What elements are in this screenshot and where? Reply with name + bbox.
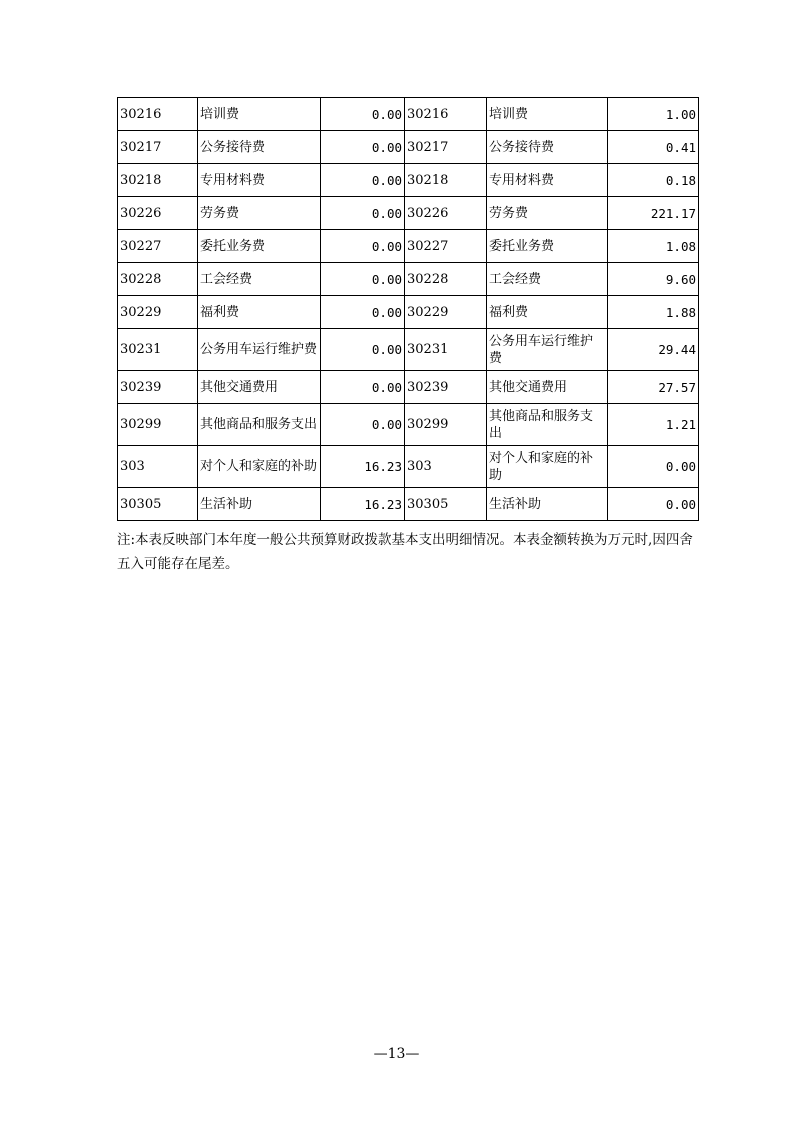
table-row (118, 488, 699, 521)
left-code-cell: 30305 (118, 488, 198, 521)
right-value-cell: 1.08 (608, 230, 699, 263)
left-value-cell: 0.00 (321, 98, 405, 131)
left-value-cell: 0.00 (321, 404, 405, 446)
left-code-cell: 30216 (118, 98, 198, 131)
left-name-cell: 公务接待费 (198, 131, 321, 164)
left-name-cell: 专用材料费 (198, 164, 321, 197)
right-value-cell: 0.00 (608, 446, 699, 488)
right-name-cell: 公务用车运行维护费 (487, 329, 608, 371)
right-name-cell: 福利费 (487, 296, 608, 329)
right-code-cell: 30228 (405, 263, 487, 296)
right-value-cell: 0.41 (608, 131, 699, 164)
right-value-cell: 1.88 (608, 296, 699, 329)
table-row (118, 98, 699, 131)
right-name-cell: 公务接待费 (487, 131, 608, 164)
left-name-cell: 工会经费 (198, 263, 321, 296)
right-name-cell: 生活补助 (487, 488, 608, 521)
right-value-cell: 29.44 (608, 329, 699, 371)
left-name-cell: 劳务费 (198, 197, 321, 230)
left-code-cell: 30239 (118, 371, 198, 404)
left-value-cell: 0.00 (321, 131, 405, 164)
table-body (118, 98, 699, 521)
left-name-cell: 福利费 (198, 296, 321, 329)
right-name-cell: 工会经费 (487, 263, 608, 296)
left-code-cell: 30231 (118, 329, 198, 371)
right-name-cell: 委托业务费 (487, 230, 608, 263)
left-name-cell: 委托业务费 (198, 230, 321, 263)
table-row (118, 296, 699, 329)
left-code-cell: 30218 (118, 164, 198, 197)
right-name-cell: 其他交通费用 (487, 371, 608, 404)
table-note: 注:本表反映部门本年度一般公共预算财政拨款基本支出明细情况。本表金额转换为万元时,因四舍五入可能存在尾差。 (117, 532, 693, 572)
left-value-cell: 0.00 (321, 296, 405, 329)
right-code-cell: 30239 (405, 371, 487, 404)
left-name-cell: 对个人和家庭的补助 (198, 446, 321, 488)
table-row (118, 197, 699, 230)
expenditure-detail-table (117, 97, 699, 521)
right-value-cell: 0.18 (608, 164, 699, 197)
left-code-cell: 30226 (118, 197, 198, 230)
left-code-cell: 30228 (118, 263, 198, 296)
right-name-cell: 劳务费 (487, 197, 608, 230)
left-name-cell: 生活补助 (198, 488, 321, 521)
right-code-cell: 30227 (405, 230, 487, 263)
left-name-cell: 其他交通费用 (198, 371, 321, 404)
right-name-cell: 其他商品和服务支出 (487, 404, 608, 446)
right-code-cell: 303 (405, 446, 487, 488)
table-row (118, 164, 699, 197)
left-value-cell: 0.00 (321, 263, 405, 296)
left-name-cell: 培训费 (198, 98, 321, 131)
expenditure-table-container (117, 97, 698, 521)
left-code-cell: 30217 (118, 131, 198, 164)
right-code-cell: 30226 (405, 197, 487, 230)
right-code-cell: 30216 (405, 98, 487, 131)
left-value-cell: 0.00 (321, 230, 405, 263)
right-code-cell: 30217 (405, 131, 487, 164)
left-value-cell: 16.23 (321, 488, 405, 521)
table-row (118, 371, 699, 404)
right-code-cell: 30231 (405, 329, 487, 371)
left-name-cell: 公务用车运行维护费 (198, 329, 321, 371)
right-value-cell: 1.00 (608, 98, 699, 131)
right-code-cell: 30229 (405, 296, 487, 329)
left-value-cell: 16.23 (321, 446, 405, 488)
left-value-cell: 0.00 (321, 329, 405, 371)
table-row (118, 446, 699, 488)
table-row (118, 404, 699, 446)
left-code-cell: 303 (118, 446, 198, 488)
right-value-cell: 27.57 (608, 371, 699, 404)
left-value-cell: 0.00 (321, 371, 405, 404)
right-value-cell: 1.21 (608, 404, 699, 446)
right-name-cell: 专用材料费 (487, 164, 608, 197)
right-value-cell: 221.17 (608, 197, 699, 230)
left-name-cell: 其他商品和服务支出 (198, 404, 321, 446)
table-row (118, 329, 699, 371)
right-code-cell: 30299 (405, 404, 487, 446)
right-code-cell: 30305 (405, 488, 487, 521)
left-code-cell: 30227 (118, 230, 198, 263)
table-row (118, 263, 699, 296)
right-name-cell: 对个人和家庭的补助 (487, 446, 608, 488)
left-code-cell: 30299 (118, 404, 198, 446)
right-value-cell: 0.00 (608, 488, 699, 521)
right-value-cell: 9.60 (608, 263, 699, 296)
table-row (118, 131, 699, 164)
left-code-cell: 30229 (118, 296, 198, 329)
table-row (118, 230, 699, 263)
left-value-cell: 0.00 (321, 197, 405, 230)
right-name-cell: 培训费 (487, 98, 608, 131)
right-code-cell: 30218 (405, 164, 487, 197)
page-number: —13— (373, 1046, 420, 1062)
left-value-cell: 0.00 (321, 164, 405, 197)
